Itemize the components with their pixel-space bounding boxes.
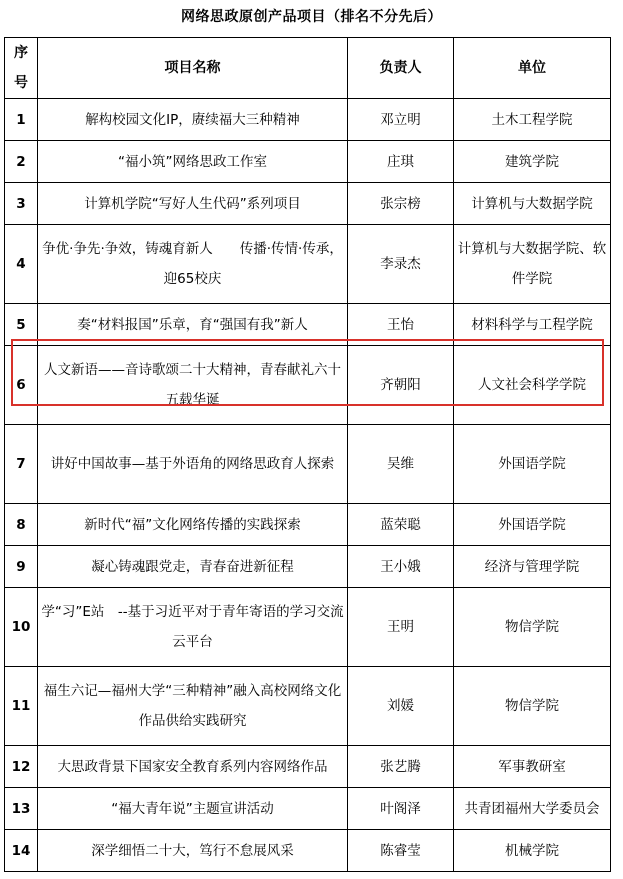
- person-in-charge: 吴维: [348, 425, 454, 504]
- person-in-charge: 陈睿莹: [348, 830, 454, 872]
- project-name: “福小筑”网络思政工作室: [38, 141, 348, 183]
- header-person: 负责人: [348, 38, 454, 99]
- project-name: 人文新语——音诗歌颂二十大精神，青春献礼六十五载华诞: [38, 346, 348, 425]
- unit-name: 人文社会科学学院: [454, 346, 611, 425]
- person-in-charge: 蓝荣聪: [348, 504, 454, 546]
- unit-name: 建筑学院: [454, 141, 611, 183]
- projects-table: [4, 37, 611, 872]
- table-row: [5, 546, 611, 588]
- unit-name: 土木工程学院: [454, 99, 611, 141]
- row-number: 8: [5, 504, 38, 546]
- person-in-charge: 刘媛: [348, 667, 454, 746]
- person-in-charge: 庄琪: [348, 141, 454, 183]
- header-row: [5, 38, 611, 99]
- table-row: [5, 788, 611, 830]
- person-in-charge: 张宗榜: [348, 183, 454, 225]
- unit-name: 计算机与大数据学院: [454, 183, 611, 225]
- project-name: 新时代“福”文化网络传播的实践探索: [38, 504, 348, 546]
- table-row: [5, 504, 611, 546]
- unit-name: 材料科学与工程学院: [454, 304, 611, 346]
- row-number: 12: [5, 746, 38, 788]
- row-number: 11: [5, 667, 38, 746]
- project-name: 解构校园文化IP，赓续福大三种精神: [38, 99, 348, 141]
- row-number: 9: [5, 546, 38, 588]
- row-number: 1: [5, 99, 38, 141]
- row-number: 7: [5, 425, 38, 504]
- row-number: 14: [5, 830, 38, 872]
- row-number: 6: [5, 346, 38, 425]
- person-in-charge: 王怡: [348, 304, 454, 346]
- project-name: 争优·争先·争效，铸魂育新人 传播·传情·传承，迎65校庆: [38, 225, 348, 304]
- row-number: 3: [5, 183, 38, 225]
- person-in-charge: 王明: [348, 588, 454, 667]
- unit-name: 外国语学院: [454, 504, 611, 546]
- table-row: [5, 830, 611, 872]
- table-row: [5, 588, 611, 667]
- project-name: 大思政背景下国家安全教育系列内容网络作品: [38, 746, 348, 788]
- table-row: [5, 746, 611, 788]
- unit-name: 军事教研室: [454, 746, 611, 788]
- header-no: 序号: [5, 38, 38, 99]
- table-row: [5, 346, 611, 425]
- project-name: 深学细悟二十大，笃行不怠展风采: [38, 830, 348, 872]
- table-row: [5, 183, 611, 225]
- project-name: 学“习”E站 --基于习近平对于青年寄语的学习交流云平台: [38, 588, 348, 667]
- header-name: 项目名称: [38, 38, 348, 99]
- unit-name: 经济与管理学院: [454, 546, 611, 588]
- row-number: 4: [5, 225, 38, 304]
- person-in-charge: 张艺腾: [348, 746, 454, 788]
- project-name: 福生六记—福州大学“三种精神”融入高校网络文化作品供给实践研究: [38, 667, 348, 746]
- project-name: 奏“材料报国”乐章，育“强国有我”新人: [38, 304, 348, 346]
- table-row: [5, 304, 611, 346]
- unit-name: 机械学院: [454, 830, 611, 872]
- row-number: 10: [5, 588, 38, 667]
- page-title: 网络思政原创产品项目（排名不分先后）: [181, 9, 442, 25]
- unit-name: 外国语学院: [454, 425, 611, 504]
- project-name: 计算机学院“写好人生代码”系列项目: [38, 183, 348, 225]
- table-row: [5, 667, 611, 746]
- unit-name: 共青团福州大学委员会: [454, 788, 611, 830]
- row-number: 2: [5, 141, 38, 183]
- unit-name: 物信学院: [454, 667, 611, 746]
- project-name: 讲好中国故事—基于外语角的网络思政育人探索: [38, 425, 348, 504]
- person-in-charge: 王小娥: [348, 546, 454, 588]
- unit-name: 计算机与大数据学院、软件学院: [454, 225, 611, 304]
- table-row: [5, 141, 611, 183]
- project-name: 凝心铸魂跟党走，青春奋进新征程: [38, 546, 348, 588]
- table-row: [5, 99, 611, 141]
- person-in-charge: 齐朝阳: [348, 346, 454, 425]
- person-in-charge: 叶阁泽: [348, 788, 454, 830]
- header-unit: 单位: [454, 38, 611, 99]
- table-row: [5, 425, 611, 504]
- unit-name: 物信学院: [454, 588, 611, 667]
- person-in-charge: 李录杰: [348, 225, 454, 304]
- table-row: [5, 225, 611, 304]
- row-number: 5: [5, 304, 38, 346]
- project-name: “福大青年说”主题宣讲活动: [38, 788, 348, 830]
- person-in-charge: 邓立明: [348, 99, 454, 141]
- row-number: 13: [5, 788, 38, 830]
